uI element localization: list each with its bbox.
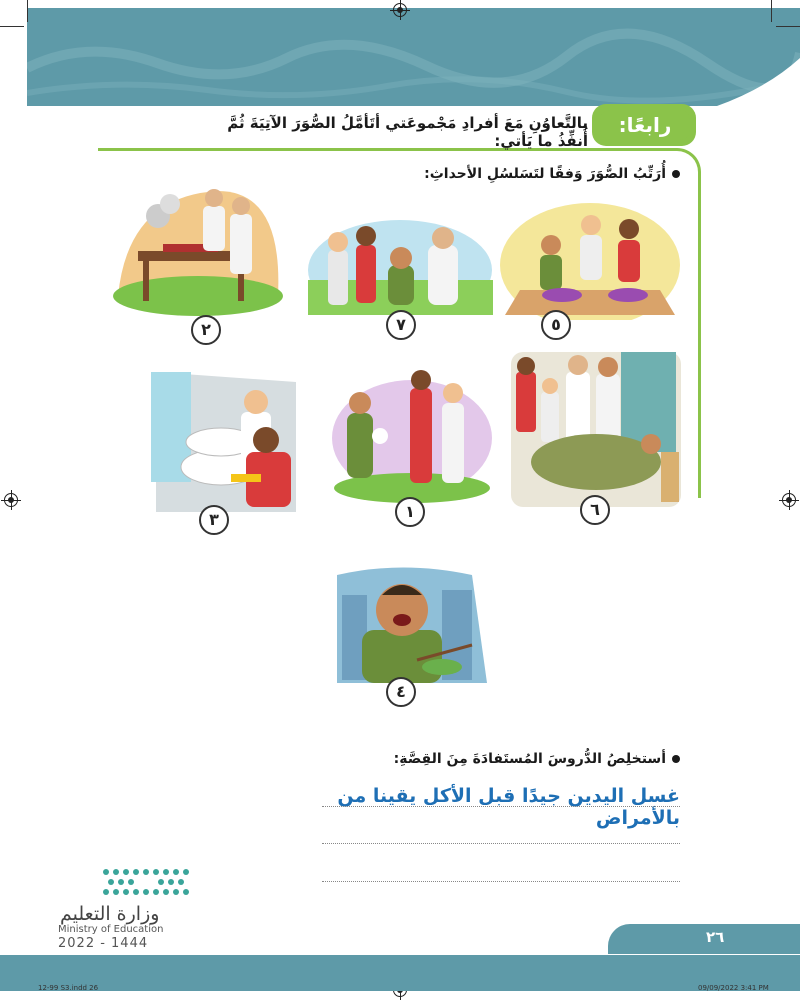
answer-line-2 [322, 843, 680, 844]
answer-line-3 [322, 881, 680, 882]
picture-number-2: ٢ [191, 315, 221, 345]
page-number: ٢٦ [706, 928, 725, 946]
header-band [27, 8, 800, 106]
slug-right: 09/09/2022 3:41 PM [698, 984, 769, 992]
task2-line [380, 751, 680, 767]
picture-number-6: ٦ [580, 495, 610, 525]
answer-line-1 [322, 806, 680, 807]
crop-mark [0, 26, 24, 27]
picture-number-3: ٣ [199, 505, 229, 535]
slug-left: 12-99 S3.indd 26 [38, 984, 99, 992]
picture-6 [511, 352, 681, 507]
picture-2 [108, 186, 283, 316]
registration-mark [4, 493, 18, 507]
picture-number-5: ٥ [541, 310, 571, 340]
bullet-icon [672, 170, 680, 178]
picture-3 [136, 372, 296, 512]
crop-mark [776, 26, 800, 27]
answer-text: غسل اليدين جيدًا قبل الأكل يقينا من بالأمراض [337, 785, 680, 829]
picture-7 [308, 210, 493, 315]
crop-mark [27, 0, 28, 22]
section-instruction: بالتَّعاوُنِ مَعَ أفرادِ مَجْموعَتي أتَأمَّلُ الصُّوَرَ الآتِيَةَ ثُمَّ أُنفِّذُ ما يَأتي: [227, 114, 588, 150]
picture-number-7: ٧ [386, 310, 416, 340]
task2-text: أستخلِصُ الدُّروسَ المُستَفادَةَ مِنَ القِصَّةِ: [393, 751, 666, 767]
picture-1 [332, 368, 492, 503]
header-decoration [27, 8, 800, 106]
crop-mark [771, 0, 772, 22]
ministry-name-ar: وزارة التعليم [60, 903, 160, 925]
picture-4 [322, 565, 487, 683]
picture-number-4: ٤ [386, 677, 416, 707]
page-number-tab [608, 924, 800, 954]
picture-number-1: ١ [395, 497, 425, 527]
ministry-name-en: Ministry of Education [58, 924, 164, 935]
task1-text: أُرَتِّبُ الصُّوَرَ وَفقًا لتَسَلسُلِ الأحداثِ: [424, 166, 666, 182]
bullet-icon [672, 755, 680, 763]
ministry-year: 2022 - 1444 [58, 936, 149, 951]
registration-mark [393, 3, 407, 17]
section-label: رابعًا: [600, 110, 690, 140]
task1-line [380, 166, 680, 182]
footer-band [0, 955, 800, 991]
registration-mark [782, 493, 796, 507]
picture-5 [500, 195, 680, 320]
ministry-logo-icon [100, 866, 192, 898]
